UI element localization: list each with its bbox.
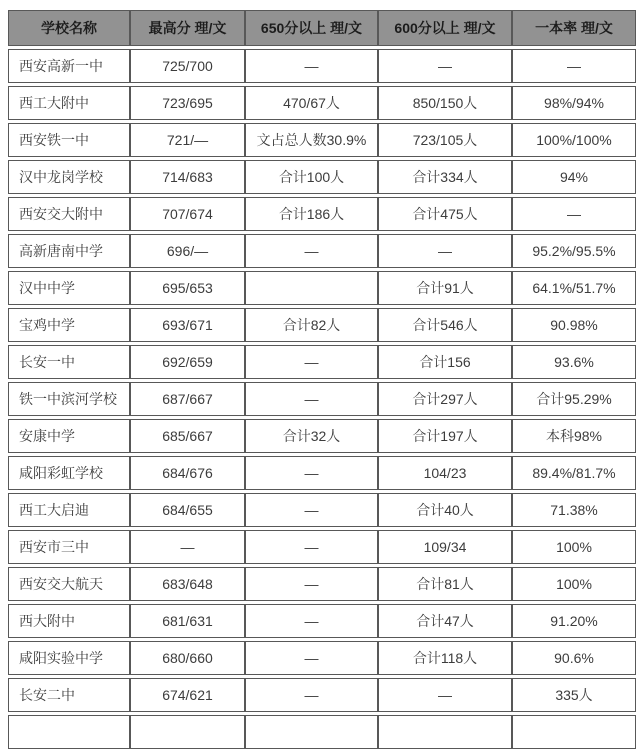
value-cell: 100%: [512, 567, 636, 601]
value-cell: 692/659: [130, 345, 245, 379]
value-cell: 684/676: [130, 456, 245, 490]
value-cell: —: [378, 49, 512, 83]
value-cell: —: [245, 345, 378, 379]
value-cell: —: [245, 641, 378, 675]
value-cell: [245, 715, 378, 749]
school-name-cell: 西安高新一中: [8, 49, 130, 83]
school-name-cell: 西安铁一中: [8, 123, 130, 157]
value-cell: 100%/100%: [512, 123, 636, 157]
value-cell: 695/653: [130, 271, 245, 305]
value-cell: —: [245, 493, 378, 527]
school-name-cell: 西安市三中: [8, 530, 130, 564]
value-cell: —: [378, 234, 512, 268]
table-row: [8, 86, 636, 120]
table-row: [8, 493, 636, 527]
value-cell: 685/667: [130, 419, 245, 453]
school-name-cell: 西工大附中: [8, 86, 130, 120]
value-cell: 合计100人: [245, 160, 378, 194]
value-cell: —: [245, 49, 378, 83]
value-cell: 683/648: [130, 567, 245, 601]
school-name-cell: 汉中中学: [8, 271, 130, 305]
school-name-cell: 铁一中滨河学校: [8, 382, 130, 416]
value-cell: 合计40人: [378, 493, 512, 527]
value-cell: [130, 715, 245, 749]
value-cell: —: [512, 49, 636, 83]
school-name-cell: 咸阳彩虹学校: [8, 456, 130, 490]
value-cell: 674/621: [130, 678, 245, 712]
school-name-cell: 高新唐南中学: [8, 234, 130, 268]
value-cell: 335人: [512, 678, 636, 712]
value-cell: 本科98%: [512, 419, 636, 453]
school-name-cell: 长安二中: [8, 678, 130, 712]
value-cell: 94%: [512, 160, 636, 194]
school-name-cell: [8, 715, 130, 749]
value-cell: [378, 715, 512, 749]
value-cell: 合计118人: [378, 641, 512, 675]
school-name-cell: 安康中学: [8, 419, 130, 453]
value-cell: 合计91人: [378, 271, 512, 305]
table-row: [8, 641, 636, 675]
table-row: [8, 197, 636, 231]
value-cell: 723/695: [130, 86, 245, 120]
school-name-cell: 咸阳实验中学: [8, 641, 130, 675]
value-cell: 合计334人: [378, 160, 512, 194]
value-cell: 681/631: [130, 604, 245, 638]
value-cell: —: [245, 567, 378, 601]
value-cell: 109/34: [378, 530, 512, 564]
value-cell: 合计95.29%: [512, 382, 636, 416]
value-cell: 714/683: [130, 160, 245, 194]
school-name-cell: 西大附中: [8, 604, 130, 638]
column-header: 600分以上 理/文: [378, 10, 512, 46]
table-row: [8, 419, 636, 453]
value-cell: 合计546人: [378, 308, 512, 342]
value-cell: 687/667: [130, 382, 245, 416]
value-cell: 693/671: [130, 308, 245, 342]
value-cell: 71.38%: [512, 493, 636, 527]
value-cell: 合计47人: [378, 604, 512, 638]
column-header: 650分以上 理/文: [245, 10, 378, 46]
partial-table-row: [8, 715, 636, 749]
table-row: [8, 123, 636, 157]
table-row: [8, 234, 636, 268]
column-header: 一本率 理/文: [512, 10, 636, 46]
table-row: [8, 530, 636, 564]
value-cell: 684/655: [130, 493, 245, 527]
value-cell: 文占总人数30.9%: [245, 123, 378, 157]
table-header-row: [8, 10, 636, 46]
value-cell: —: [245, 382, 378, 416]
table-row: [8, 49, 636, 83]
value-cell: 721/—: [130, 123, 245, 157]
value-cell: 98%/94%: [512, 86, 636, 120]
value-cell: 合计81人: [378, 567, 512, 601]
value-cell: 95.2%/95.5%: [512, 234, 636, 268]
table-row: [8, 678, 636, 712]
value-cell: 850/150人: [378, 86, 512, 120]
table-row: [8, 308, 636, 342]
value-cell: 合计156: [378, 345, 512, 379]
school-name-cell: 长安一中: [8, 345, 130, 379]
school-name-cell: 西安交大附中: [8, 197, 130, 231]
value-cell: —: [245, 456, 378, 490]
value-cell: 470/67人: [245, 86, 378, 120]
value-cell: 723/105人: [378, 123, 512, 157]
value-cell: 100%: [512, 530, 636, 564]
table-row: [8, 382, 636, 416]
value-cell: 合计475人: [378, 197, 512, 231]
value-cell: 合计197人: [378, 419, 512, 453]
table-row: [8, 160, 636, 194]
value-cell: 93.6%: [512, 345, 636, 379]
value-cell: —: [378, 678, 512, 712]
table-row: [8, 567, 636, 601]
value-cell: 90.98%: [512, 308, 636, 342]
school-scores-table: [8, 7, 636, 752]
value-cell: 707/674: [130, 197, 245, 231]
value-cell: —: [512, 197, 636, 231]
value-cell: 合计32人: [245, 419, 378, 453]
value-cell: —: [245, 530, 378, 564]
value-cell: —: [245, 604, 378, 638]
value-cell: [245, 271, 378, 305]
school-name-cell: 宝鸡中学: [8, 308, 130, 342]
school-name-cell: 西工大启迪: [8, 493, 130, 527]
value-cell: 64.1%/51.7%: [512, 271, 636, 305]
value-cell: 725/700: [130, 49, 245, 83]
table-row: [8, 345, 636, 379]
value-cell: 696/—: [130, 234, 245, 268]
value-cell: —: [245, 678, 378, 712]
value-cell: 90.6%: [512, 641, 636, 675]
value-cell: 104/23: [378, 456, 512, 490]
value-cell: —: [245, 234, 378, 268]
column-header: 最高分 理/文: [130, 10, 245, 46]
value-cell: 680/660: [130, 641, 245, 675]
school-name-cell: 西安交大航天: [8, 567, 130, 601]
value-cell: [512, 715, 636, 749]
column-header: 学校名称: [8, 10, 130, 46]
table-row: [8, 456, 636, 490]
value-cell: 91.20%: [512, 604, 636, 638]
value-cell: —: [130, 530, 245, 564]
table-row: [8, 271, 636, 305]
table-row: [8, 604, 636, 638]
value-cell: 合计297人: [378, 382, 512, 416]
value-cell: 89.4%/81.7%: [512, 456, 636, 490]
value-cell: 合计82人: [245, 308, 378, 342]
value-cell: 合计186人: [245, 197, 378, 231]
school-name-cell: 汉中龙岗学校: [8, 160, 130, 194]
